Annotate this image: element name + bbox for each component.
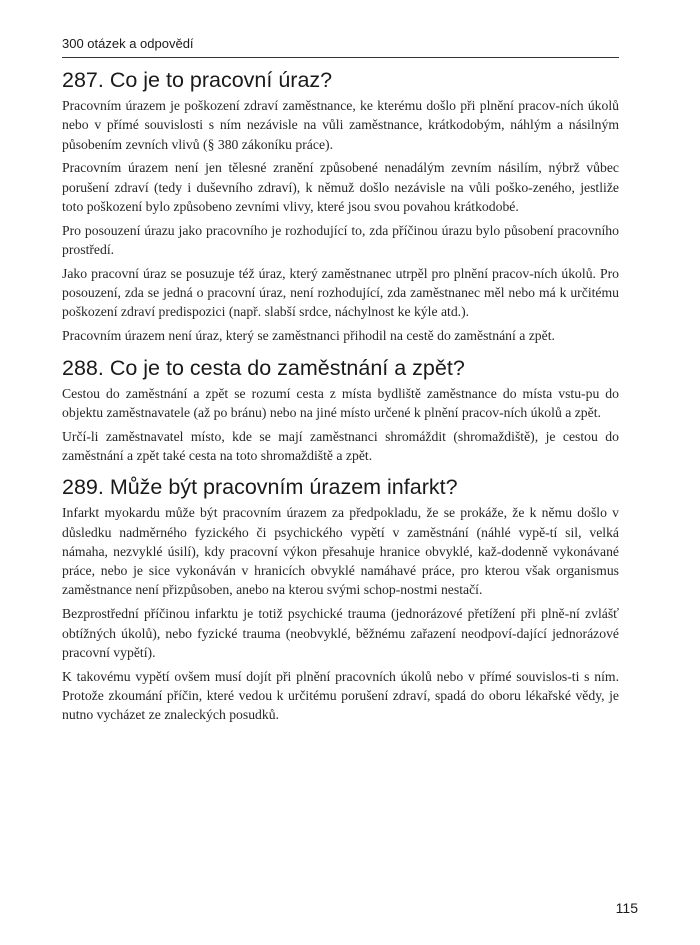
paragraph: Jako pracovní úraz se posuzuje též úraz, který zaměstnanec utrpěl pro plnění pracov-ních úkolů. Pro posouzení, zda se jedná o pracovní úraz, není rozhodující, zda zaměstnanec měl nebo má k určitému poškození zdraví predispozici (např. slabší srdce, náchylnost ke kýle atd.). [62,265,619,320]
paragraph: Pro posouzení úrazu jako pracovního je rozhodující to, zda příčinou úrazu bylo působení pracovního prostředí. [62,222,619,258]
paragraph: Infarkt myokardu může být pracovním úrazem za předpokladu, že se prokáže, že k němu došlo v důsledku nadměrného fyzického či psychického vypětí v zaměstnání (náhlé vypě-tí sil, velká námaha, nezvyklé úsilí), kdy pracovní výkon přesahuje hranice obvyklé, kaž-dodenně vykonávané práce, nebo je sice vykonáván v hranicích obvyklé namáhavé práce, pro kterou však organismus zaměstnance není přizpůsoben, anebo na kterou svými schop-nostmi nestačí. [62,505,619,598]
question-heading: 289. Může být pracovním úrazem infarkt? [62,475,458,500]
running-head: 300 otázek a odpovědí [62,36,194,51]
paragraph: Pracovním úrazem je poškození zdraví zaměstnance, ke kterému došlo při plnění pracov-ních úkolů nebo v přímé souvislosti s ním nezávisle na vůli zaměstnance, krátkodobým, náhlým a násilným působením zevních vlivů (§ 380 zákoníku práce). [62,98,619,152]
question-heading: 287. Co je to pracovní úraz? [62,68,333,92]
paragraph: Pracovním úrazem není jen tělesné zranění způsobené nenadálým zevním násilím, nýbrž vůbec porušení zdraví (tedy i duševního zdraví), k němuž došlo nezávisle na vůli poško-zeného, jestliže toto poškození bylo způsobeno zevními vlivy, které jsou svou povahou krátkodobé. [62,160,619,214]
question-section-287 [62,66,619,346]
page-content [62,66,619,733]
paragraph: Cestou do zaměstnání a zpět se rozumí cesta z místa bydliště zaměstnance do místa vstu-pu do objektu zaměstnavatele (až po bránu) nebo na jiné místo určené k plnění pracov-ních úkolů a zpět. [62,385,619,420]
paragraph: Bezprostřední příčinou infarktu je totiž psychické trauma (jednorázové přetížení při plně-ní zvlášť obtížných úkolů), nebo fyzické trauma (neobvyklé, běžnému zařazení neodpoví-dající jednorázové pracovní vypětí). [62,606,619,660]
question-section-289 [62,473,619,724]
page-number: 115 [615,900,638,916]
question-section-288 [62,354,619,466]
header-rule [62,57,619,58]
paragraph: K takovému vypětí ovšem musí dojít při plnění pracovních úkolů nebo v přímé souvislos-ti s ním. Protože zkoumání příčin, které vedou k určitému porušení zdraví, spadá do oboru lékařské vědy, je nutno vycházet ze znaleckých posudků. [62,668,619,723]
paragraph: Pracovním úrazem není úraz, který se zaměstnanci přihodil na cestě do zaměstnání a zpět. [62,328,555,344]
question-heading: 288. Co je to cesta do zaměstnání a zpět? [62,355,465,380]
paragraph: Určí-li zaměstnavatel místo, kde se mají zaměstnanci shromáždit (shromaždiště), je cestou do zaměstnání a zpět také cesta na toto shromaždiště a zpět. [62,428,619,463]
